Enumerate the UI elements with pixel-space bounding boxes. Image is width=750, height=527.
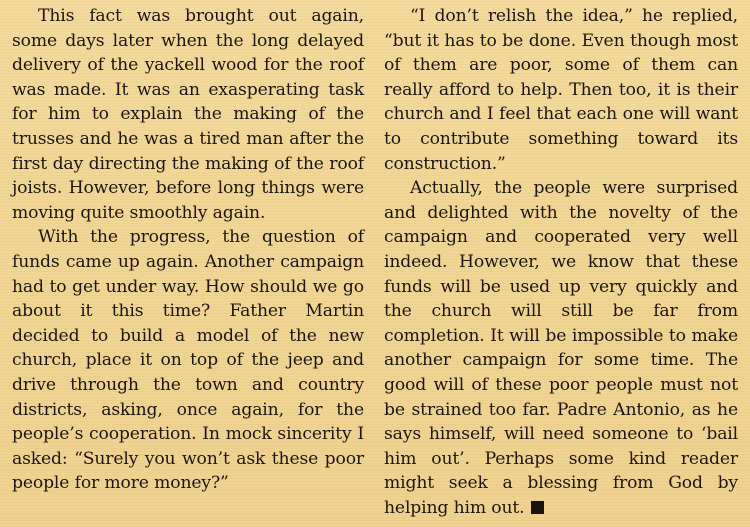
- paragraph-closing: [384, 176, 738, 520]
- end-of-article-mark: [531, 501, 544, 514]
- paragraph-roof-delivery: This fact was brought out again, some days later when the long delayed delivery of the yackell wood for the roof was made. It was an exasperating task for him to explain the making of the trusses and he was a tired man after the first day directing the making of the roof joists. However, before long things were moving quite smoothly again.: [12, 6, 364, 223]
- paragraph-reply: “I don’t relish the idea,” he replied, “but it has to be done. Even though most of them are poor, some of them can really afford to help. Then too, it is their church and I feel that each one will want to contribute something toward its construction.”: [384, 6, 738, 174]
- closing-text: Actually, the people were surprised and delighted with the novelty of the campaign and cooperated very well indeed. However, we know that these funds will be used up very quickly and the church will still be far from completion. It will be impossible to make another campaign for some time. The good will of these poor people must not be strained too far. Padre Antonio, as he says himself, will need someone to ‘bail him out’. Perhaps some kind reader might seek a blessing from God by helping him out.: [384, 178, 738, 518]
- paragraph-funds-campaign: With the progress, the question of funds came up again. Another campaign had to get under way. How should we go about it this time? Father Martin decided to build a model of the new church, place it on top of the jeep and drive through the town and country districts, asking, once again, for the people’s cooperation. In mock sincerity I asked: “Surely you won’t ask these poor people for more money?”: [12, 227, 364, 494]
- right-column: [384, 4, 738, 520]
- left-column: [12, 4, 364, 496]
